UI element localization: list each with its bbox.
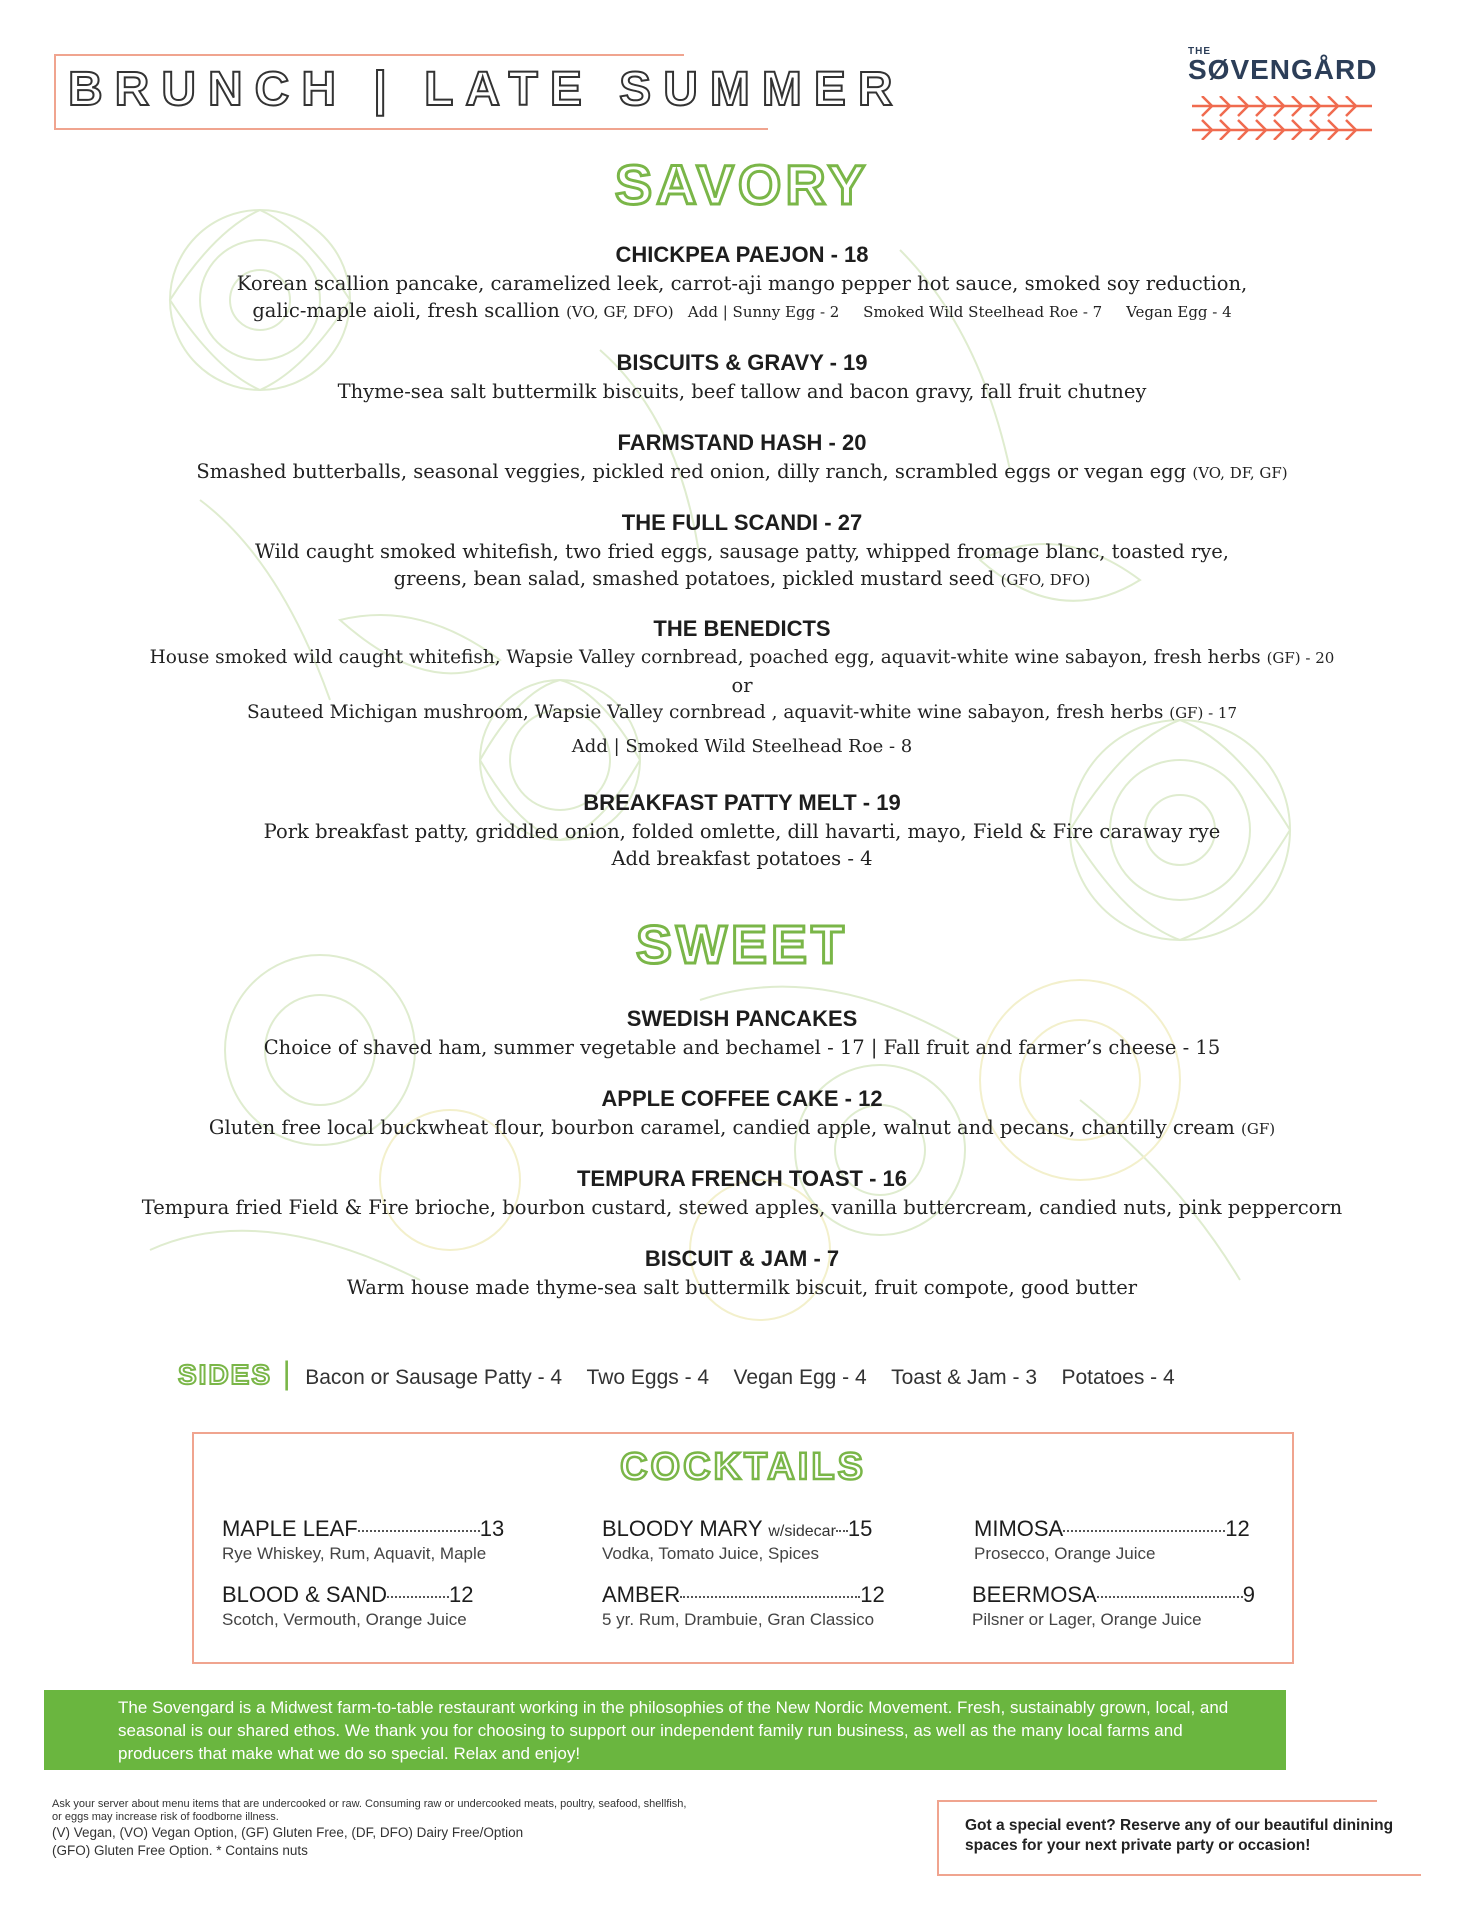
item-title: THE BENEDICTS bbox=[653, 616, 831, 641]
sovengard-logo bbox=[1188, 44, 1378, 144]
cocktail-amber bbox=[602, 1582, 885, 1630]
private-event-callout bbox=[937, 1800, 1421, 1876]
item-description-line2: greens, bean salad, smashed potatoes, pickled mustard seed (GFO, DFO) bbox=[393, 567, 1091, 590]
leader-dots bbox=[387, 1596, 449, 1598]
item-title: APPLE COFFEE CAKE - 12 bbox=[601, 1086, 883, 1111]
callout-frame-left bbox=[937, 1800, 939, 1876]
leader-dots bbox=[358, 1530, 480, 1532]
item-description: Pork breakfast patty, griddled onion, folded omlette, dill havarti, mayo, Field & Fire caraway rye bbox=[263, 820, 1221, 843]
cocktail-maple-leaf bbox=[222, 1516, 504, 1564]
item-addon: Add breakfast potatoes - 4 bbox=[611, 847, 873, 870]
menu-title: BRUNCH | LATE SUMMER bbox=[68, 63, 905, 116]
item-description: Tempura fried Field & Fire brioche, bourbon custard, stewed apples, vanilla buttercream, candied nuts, pink peppercorn bbox=[141, 1196, 1343, 1219]
dietary-legend-line1: (V) Vegan, (VO) Vegan Option, (GF) Gluten Free, (DF, DFO) Dairy Free/Option bbox=[52, 1825, 524, 1840]
cocktail-note: w/sidecar bbox=[768, 1523, 836, 1540]
cocktail-price: 15 bbox=[847, 1516, 873, 1541]
item-dietary-tags: (GF) - 20 bbox=[1266, 649, 1335, 667]
cocktail-description: 5 yr. Rum, Drambuie, Gran Classico bbox=[602, 1610, 875, 1629]
item-title: THE FULL SCANDI - 27 bbox=[621, 510, 863, 535]
cocktail-mimosa bbox=[974, 1516, 1250, 1564]
cocktail-description: Vodka, Tomato Juice, Spices bbox=[602, 1544, 820, 1563]
item-title: CHICKPEA PAEJON - 18 bbox=[615, 242, 869, 267]
logo-name-text: SØVENGÅRD bbox=[1188, 54, 1378, 85]
item-dietary-tags: (GF) bbox=[1240, 1120, 1276, 1138]
item-dietary-tags: (GF) - 17 bbox=[1169, 704, 1238, 722]
cocktail-price: 12 bbox=[1225, 1516, 1250, 1541]
item-title: SWEDISH PANCAKES bbox=[626, 1006, 858, 1031]
cocktail-name: BLOODY MARY bbox=[602, 1516, 763, 1541]
item-description: Smashed butterballs, seasonal veggies, pickled red onion, dilly ranch, scrambled eggs or vegan egg (VO, DF, GF) bbox=[196, 460, 1288, 483]
item-description: Warm house made thyme-sea salt buttermilk biscuit, fruit compote, good butter bbox=[346, 1276, 1138, 1299]
wheat-arrow-icon bbox=[1192, 96, 1372, 140]
cocktail-name: BLOOD & SAND bbox=[222, 1582, 388, 1607]
item-description-option2: Sauteed Michigan mushroom, Wapsie Valley cornbread , aquavit-white wine sabayon, fresh herbs (GF) - 17 bbox=[246, 702, 1238, 723]
item-title: BREAKFAST PATTY MELT - 19 bbox=[583, 790, 901, 815]
menu-item-biscuits-gravy bbox=[0, 348, 1484, 405]
callout-frame-bottom bbox=[937, 1874, 1421, 1876]
item-description: Thyme-sea salt buttermilk biscuits, beef tallow and bacon gravy, fall fruit chutney bbox=[337, 380, 1147, 403]
menu-item-biscuit-jam bbox=[0, 1244, 1484, 1301]
food-safety-warning: Ask your server about menu items that are undercooked or raw. Consuming raw or undercooked meats, poultry, seafood, shellfish, or eggs may increase risk of foodborne illness. bbox=[52, 1798, 687, 1823]
cocktail-name: AMBER bbox=[602, 1582, 681, 1607]
callout-frame-top bbox=[937, 1800, 1377, 1802]
header-frame-top bbox=[56, 54, 684, 56]
header-frame-left bbox=[54, 54, 56, 130]
savory-section-title: SAVORY bbox=[614, 153, 870, 216]
menu-item-breakfast-patty-melt bbox=[0, 788, 1484, 872]
menu-item-benedicts bbox=[0, 614, 1484, 760]
cocktails-title: COCKTAILS bbox=[620, 1446, 866, 1488]
cocktail-description: Prosecco, Orange Juice bbox=[974, 1544, 1156, 1563]
item-addon: Add | Smoked Wild Steelhead Roe - 8 bbox=[571, 736, 913, 757]
leader-dots bbox=[836, 1530, 848, 1532]
menu-item-tempura-french-toast bbox=[0, 1164, 1484, 1221]
menu-item-chickpea-paejon bbox=[0, 240, 1484, 326]
logo-the-text: THE bbox=[1188, 46, 1211, 57]
sweet-section-title: SWEET bbox=[635, 915, 848, 975]
cocktail-name: BEERMOSA bbox=[972, 1582, 1097, 1607]
side-item: Vegan Egg - 4 bbox=[733, 1366, 867, 1389]
item-dietary-tags: (VO, DF, GF) bbox=[1192, 464, 1288, 482]
cocktail-price: 12 bbox=[449, 1582, 474, 1607]
side-item: Potatoes - 4 bbox=[1061, 1366, 1175, 1389]
item-description: Korean scallion pancake, caramelized leek, carrot-aji mango pepper hot sauce, smoked soy reduction, bbox=[236, 272, 1248, 295]
item-description: Gluten free local buckwheat flour, bourbon caramel, candied apple, walnut and pecans, chantilly cream (GF) bbox=[208, 1116, 1276, 1139]
item-title: BISCUITS & GRAVY - 19 bbox=[616, 350, 868, 375]
cocktail-blood-sand bbox=[222, 1582, 474, 1630]
item-description-line2: galic-maple aioli, fresh scallion (VO, GF, DFO) Add | Sunny Egg - 2 Smoked Wild Steelhead Roe - 7 Vegan Egg - 4 bbox=[252, 299, 1232, 322]
menu-item-farmstand-hash bbox=[0, 428, 1484, 487]
cocktail-description: Scotch, Vermouth, Orange Juice bbox=[222, 1610, 467, 1629]
cocktail-beermosa bbox=[972, 1582, 1255, 1630]
cocktail-description: Pilsner or Lager, Orange Juice bbox=[972, 1610, 1202, 1629]
item-addons: (VO, GF, DFO) Add | Sunny Egg - 2 Smoked Wild Steelhead Roe - 7 Vegan Egg - 4 bbox=[566, 303, 1232, 321]
leader-dots bbox=[680, 1596, 860, 1598]
item-dietary-tags: (GFO, DFO) bbox=[1000, 571, 1091, 589]
sides-label: SIDES bbox=[178, 1359, 273, 1390]
cocktail-price: 12 bbox=[860, 1582, 885, 1607]
fine-print bbox=[52, 1798, 692, 1860]
dietary-legend-line2: (GFO) Gluten Free Option. * Contains nuts bbox=[52, 1843, 308, 1858]
item-description-option1: House smoked wild caught whitefish, Wapsie Valley cornbread, poached egg, aquavit-white wine sabayon, fresh herbs (GF) - 20 bbox=[149, 647, 1335, 668]
cocktail-bloody-mary bbox=[602, 1516, 872, 1564]
leader-dots bbox=[1063, 1530, 1225, 1532]
sides-row bbox=[178, 1355, 1195, 1392]
about-text: The Sovengard is a Midwest farm-to-table restaurant working in the philosophies of the New Nordic Movement. Fresh, sustainably grown, local, and seasonal is our shared ethos. We thank you for choosing to support our independent family run business, as well as the many local farms and producers that make what we do so special. Relax and enjoy! bbox=[118, 1698, 1229, 1763]
sides-divider: | bbox=[282, 1355, 291, 1391]
item-title: FARMSTAND HASH - 20 bbox=[617, 430, 867, 455]
menu-item-swedish-pancakes bbox=[0, 1004, 1484, 1061]
leader-dots bbox=[1097, 1596, 1243, 1598]
side-item: Two Eggs - 4 bbox=[586, 1366, 710, 1389]
menu-item-apple-coffee-cake bbox=[0, 1084, 1484, 1143]
item-title: BISCUIT & JAM - 7 bbox=[644, 1246, 840, 1271]
side-item: Bacon or Sausage Patty - 4 bbox=[305, 1366, 563, 1389]
cocktail-price: 13 bbox=[479, 1516, 505, 1541]
item-title: TEMPURA FRENCH TOAST - 16 bbox=[576, 1166, 908, 1191]
cocktails-panel bbox=[192, 1432, 1294, 1664]
menu-item-full-scandi bbox=[0, 508, 1484, 594]
private-event-text: Got a special event? Reserve any of our beautiful dinining spaces for your next private party or occasion! bbox=[965, 1817, 1394, 1854]
cocktail-name: MAPLE LEAF bbox=[222, 1516, 358, 1541]
header-frame-bottom bbox=[56, 128, 768, 130]
cocktail-description: Rye Whiskey, Rum, Aquavit, Maple bbox=[222, 1544, 487, 1563]
item-or-separator: or bbox=[731, 674, 753, 697]
about-banner bbox=[44, 1690, 1286, 1770]
item-description: Wild caught smoked whitefish, two fried eggs, sausage patty, whipped fromage blanc, toasted rye, bbox=[254, 540, 1230, 563]
cocktail-price: 9 bbox=[1242, 1582, 1255, 1607]
cocktail-name: MIMOSA bbox=[974, 1516, 1064, 1541]
side-item: Toast & Jam - 3 bbox=[891, 1366, 1037, 1389]
item-description: Choice of shaved ham, summer vegetable and bechamel - 17 | Fall fruit and farmer’s cheese - 15 bbox=[263, 1036, 1221, 1059]
